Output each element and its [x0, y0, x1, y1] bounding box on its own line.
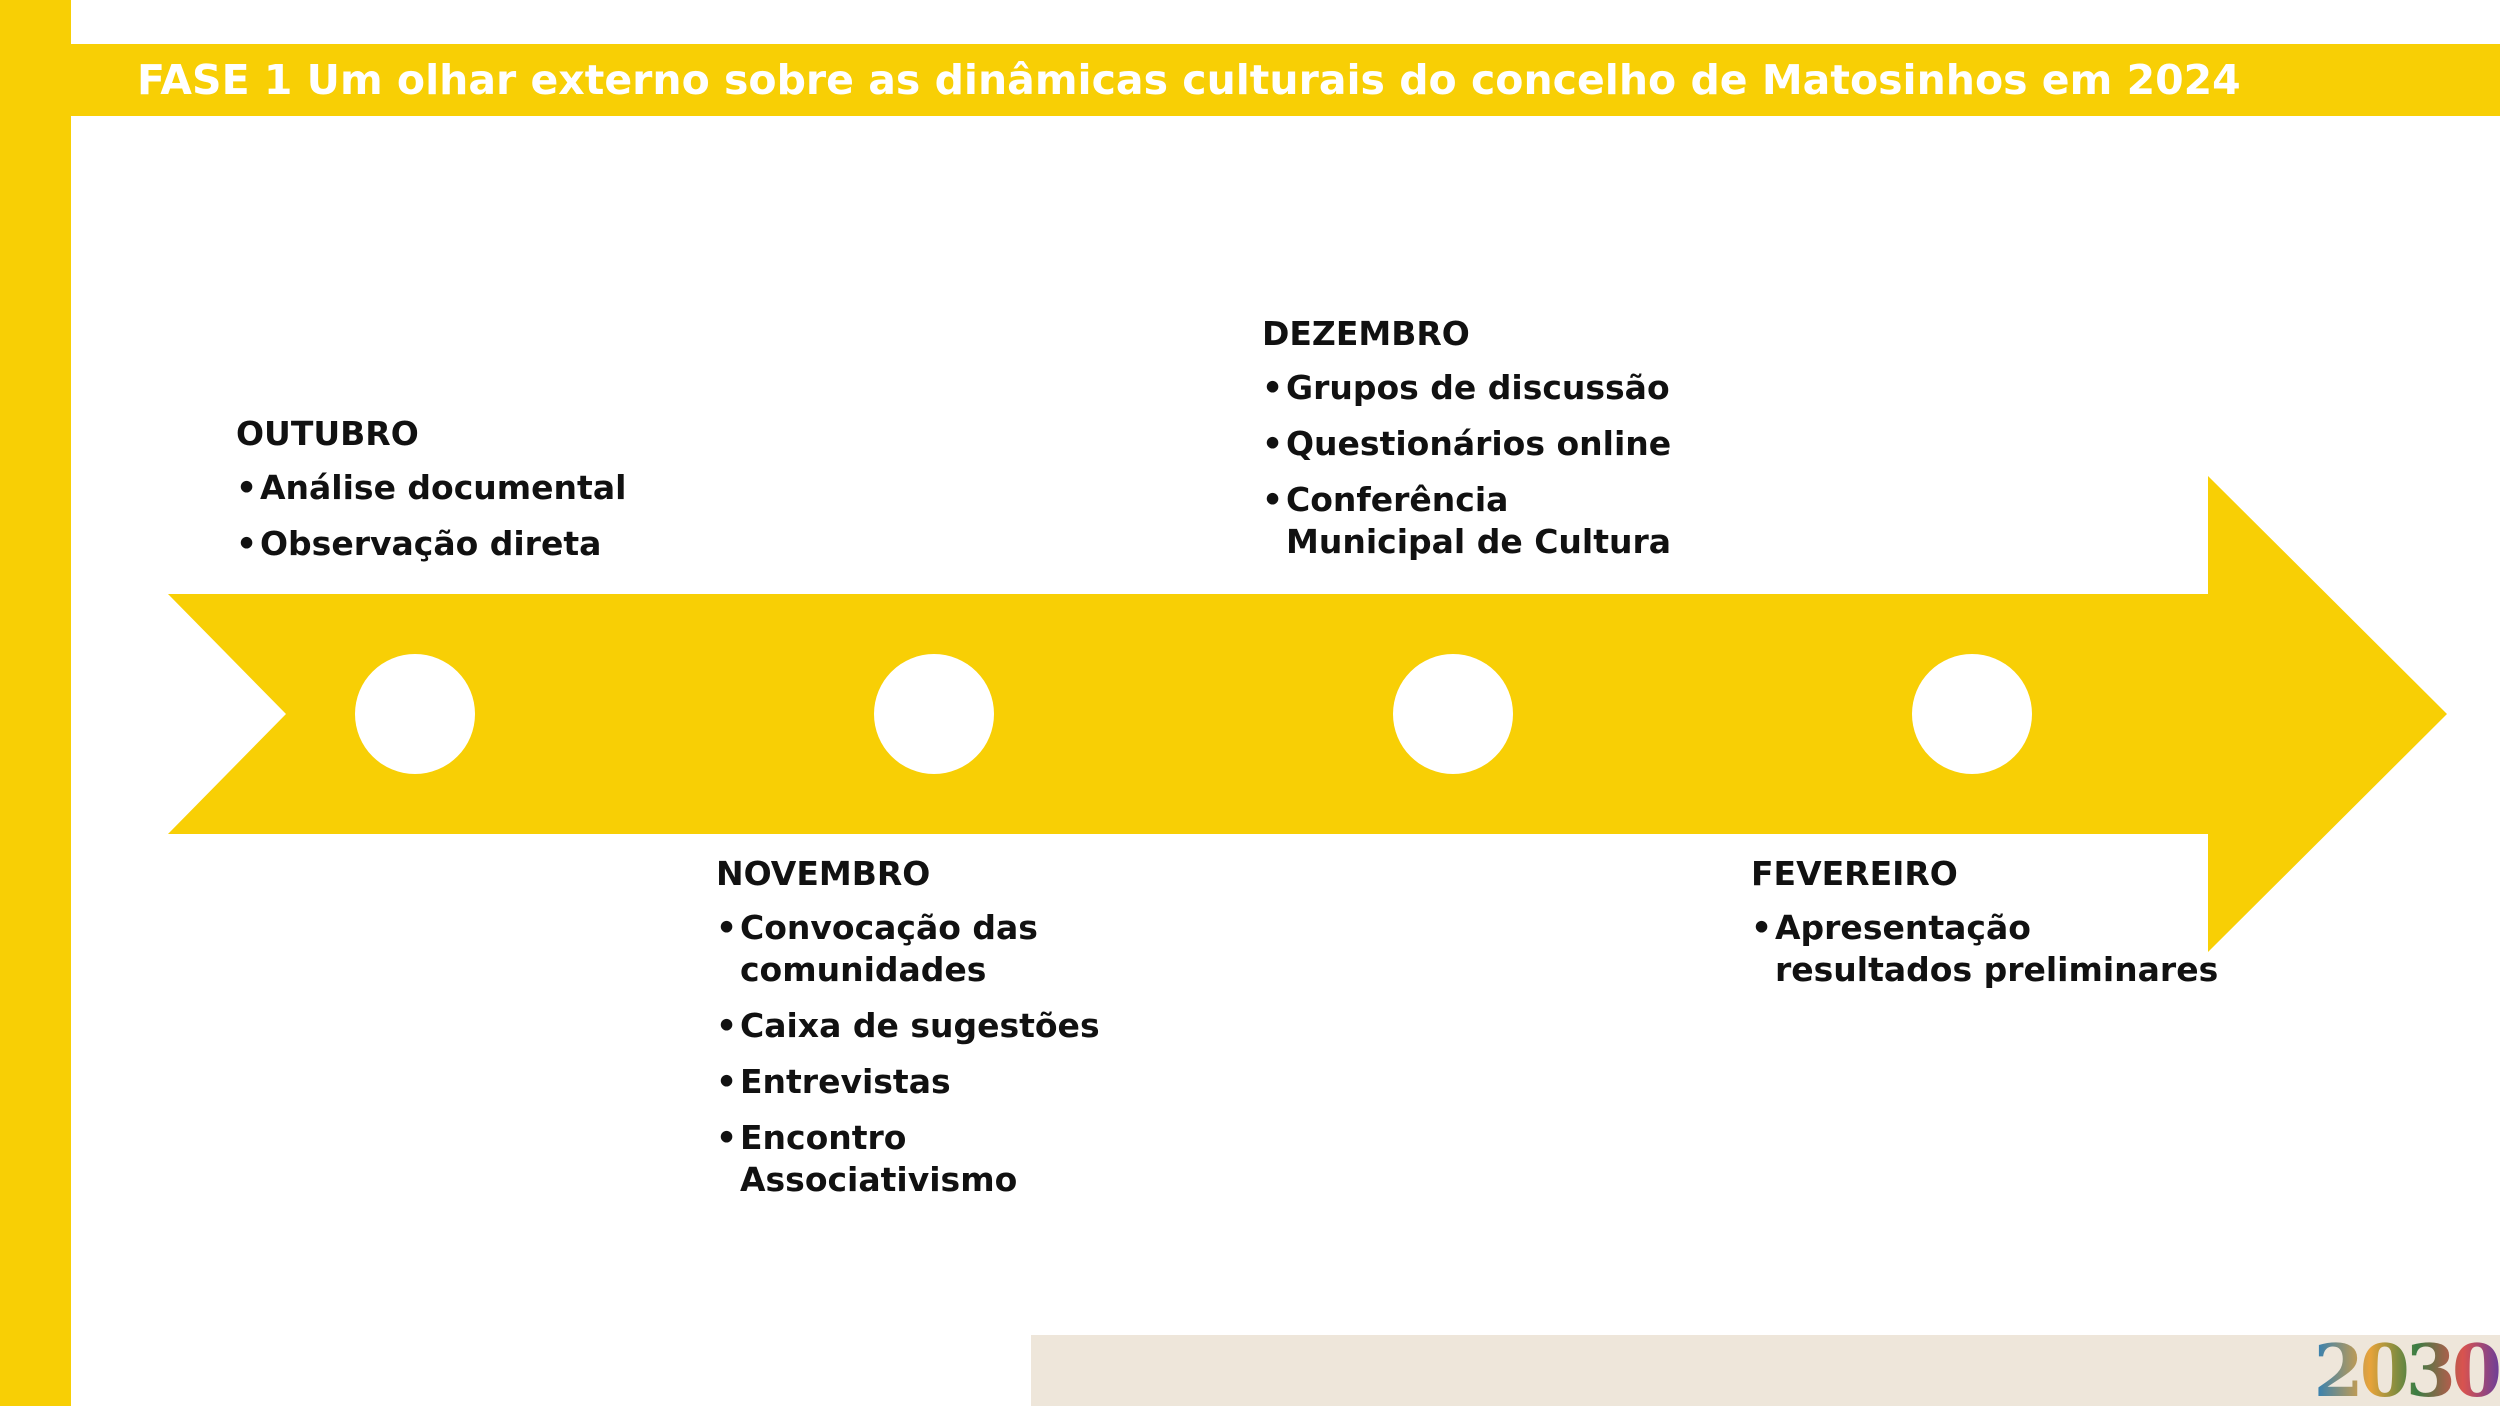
timeline-dot-fevereiro	[1912, 654, 2032, 774]
timeline-dot-dezembro	[1393, 654, 1513, 774]
milestone-dezembro	[1262, 314, 1702, 577]
milestone-item: • Grupos de discussão	[1262, 367, 1702, 409]
milestone-month: NOVEMBRO	[716, 854, 931, 893]
timeline-dot-outubro	[355, 654, 475, 774]
milestone-item: • Observação direta	[236, 523, 656, 565]
footer-band	[1031, 1328, 2500, 1413]
page-title: FASE 1 Um olhar externo sobre as dinâmicas culturais do concelho de Matosinhos em 2024	[137, 56, 2241, 104]
milestone-item: • Análise documental	[236, 467, 656, 509]
milestone-month: DEZEMBRO	[1262, 314, 1470, 353]
milestone-item: • Encontro Associativismo	[716, 1117, 1186, 1201]
milestone-month: OUTUBRO	[236, 414, 419, 453]
milestone-item: • Conferência Municipal de Cultura	[1262, 479, 1696, 563]
milestone-fevereiro	[1751, 854, 2221, 1005]
milestone-item: • Convocação das comunidades	[716, 907, 1040, 991]
milestone-item: • Questionários online	[1262, 423, 1702, 465]
milestone-outubro	[236, 414, 656, 579]
logo-2030: 2030	[2313, 1328, 2498, 1413]
milestone-item: • Apresentação resultados preliminares	[1751, 907, 2225, 991]
milestone-novembro	[716, 854, 1186, 1215]
milestone-item: • Caixa de sugestões	[716, 1005, 1186, 1047]
milestone-month: FEVEREIRO	[1751, 854, 1958, 893]
timeline-dot-novembro	[874, 654, 994, 774]
milestone-item: • Entrevistas	[716, 1061, 1186, 1103]
